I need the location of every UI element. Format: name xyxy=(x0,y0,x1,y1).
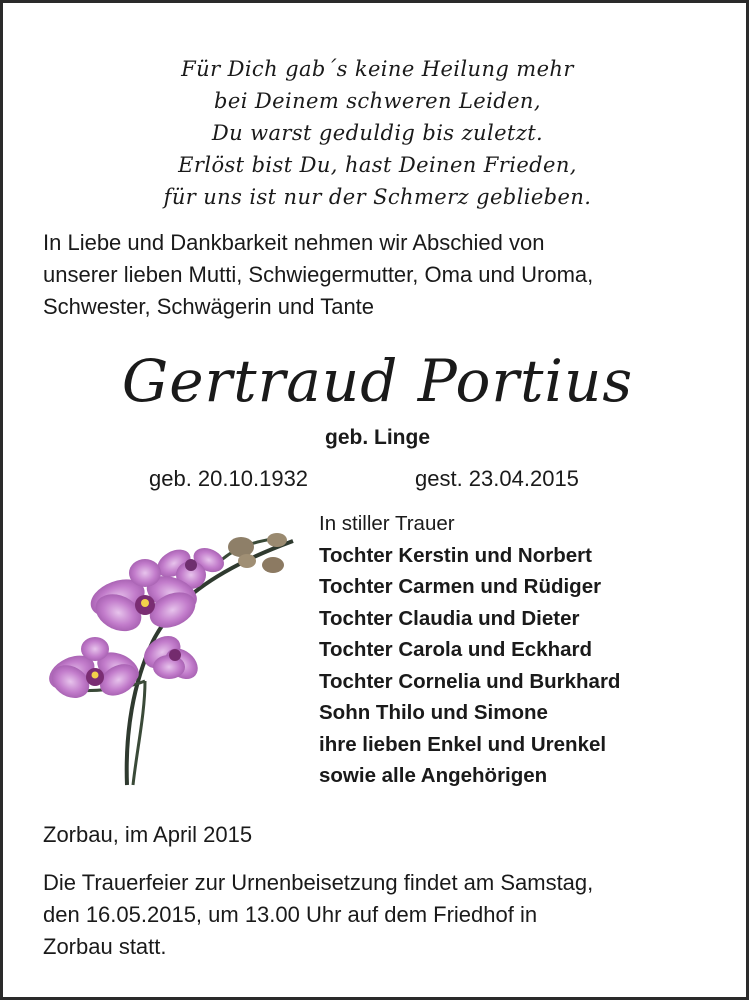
mourner-entry: ihre lieben Enkel und Urenkel xyxy=(319,732,607,756)
poem-line: Du warst geduldig bis zuletzt. xyxy=(211,121,544,145)
funeral-line: Die Trauerfeier zur Urnenbeisetzung findet am Samstag, xyxy=(43,870,594,895)
birth-date: geb. 20.10.1932 xyxy=(149,466,309,491)
poem-line: für uns ist nur der Schmerz geblieben. xyxy=(163,185,592,209)
intro-line: unserer lieben Mutti, Schwiegermutter, Oma und Uroma, xyxy=(43,262,594,287)
death-date: gest. 23.04.2015 xyxy=(415,466,579,491)
orchid-icon xyxy=(41,513,303,789)
mourners-list xyxy=(319,508,620,792)
poem-line: Erlöst bist Du, hast Deinen Frieden, xyxy=(178,153,577,177)
mourner-entry: Sohn Thilo und Simone xyxy=(319,701,548,724)
mourner-entry: Tochter Carmen und Rüdiger xyxy=(319,575,602,598)
mourners-lead: In stiller Trauer xyxy=(319,512,455,535)
mourner-entry: Tochter Carola und Eckhard xyxy=(319,638,593,661)
maiden-name: geb. Linge xyxy=(325,426,430,449)
intro-line: In Liebe und Dankbarkeit nehmen wir Abschied von xyxy=(43,230,545,255)
mourner-entry: Tochter Kerstin und Norbert xyxy=(319,543,592,567)
funeral-line: Zorbau statt. xyxy=(43,934,167,959)
memorial-poem xyxy=(3,53,749,213)
intro-line: Schwester, Schwägerin und Tante xyxy=(43,294,375,319)
place-date: Zorbau, im April 2015 xyxy=(43,822,253,847)
funeral-line: den 16.05.2015, um 13.00 Uhr auf dem Friedhof in xyxy=(43,902,538,927)
poem-line: bei Deinem schweren Leiden, xyxy=(214,89,541,113)
mourner-entry: sowie alle Angehörigen xyxy=(319,764,548,787)
mourner-entry: Tochter Claudia und Dieter xyxy=(319,606,580,630)
funeral-notice xyxy=(43,867,723,963)
deceased-name: Gertraud Portius xyxy=(121,347,634,415)
mourner-entry: Tochter Cornelia und Burkhard xyxy=(319,669,621,693)
farewell-intro xyxy=(43,227,723,323)
poem-line: Für Dich gab´s keine Heilung mehr xyxy=(181,57,574,81)
